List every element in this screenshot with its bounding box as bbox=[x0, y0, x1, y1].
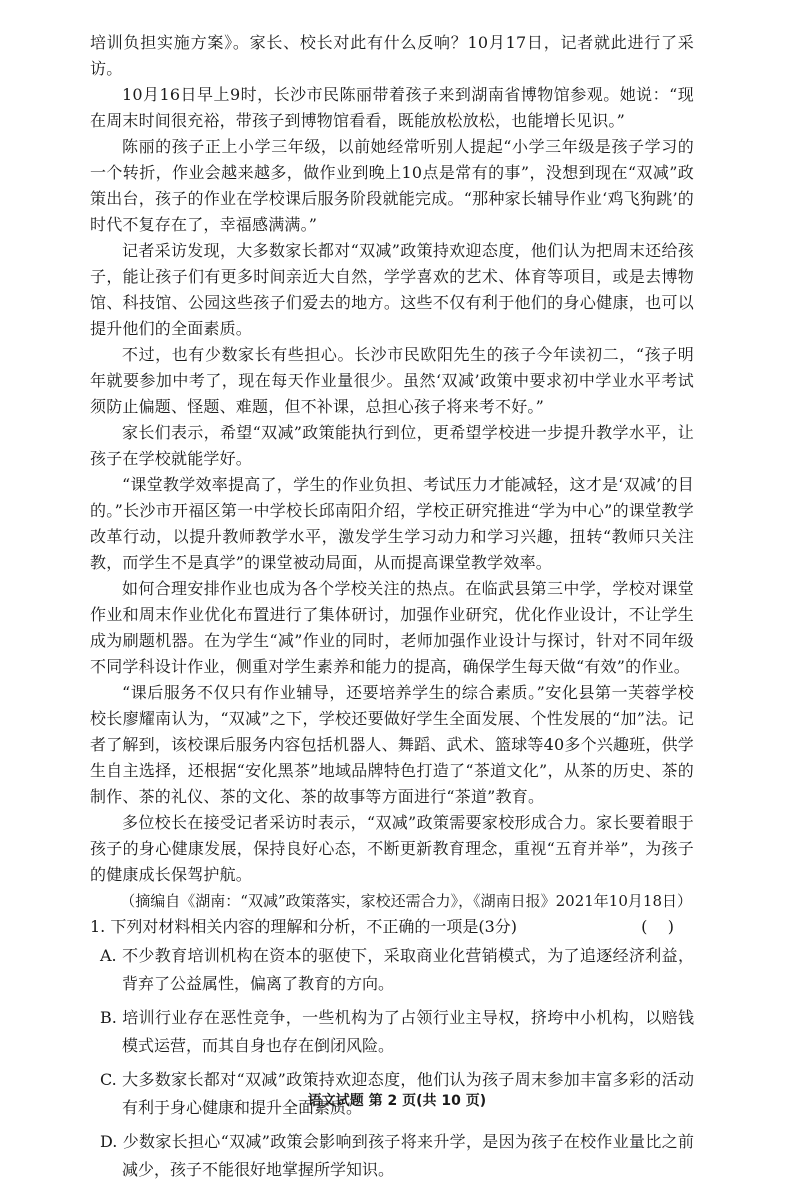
article-paragraph: “课后服务不仅只有作业辅导，还要培养学生的综合素质。”安化县第一芙蓉学校校长廖耀南认为，“双减”之下，学校还要做好学生全面发展、个性发展的“加”法。记者了解到，该校课后服务内容包括机器人、舞蹈、武术、篮球等40多个兴趣班，供学生自主选择，还根据“安化黑茶”地域品牌特色打造了“茶道文化”，从茶的历史、茶的制作、茶的礼仪、茶的文化、茶的故事等方面进行“茶道”教育。 bbox=[90, 683, 694, 806]
article-paragraph: 陈丽的孩子正上小学三年级，以前她经常听别人提起“小学三年级是孩子学习的一个转折，作业会越来越多，做作业到晚上10点是常有的事”，没想到现在“双减”政策出台，孩子的作业在学校课后服务阶段就能完成。“那种家长辅导作业‘鸡飞狗跳’的时代不复存在了，幸福感满满。” bbox=[90, 137, 694, 234]
article-body bbox=[90, 30, 694, 914]
question-stem-text: 1. 下列对材料相关内容的理解和分析，不正确的一项是(3分) bbox=[90, 917, 518, 936]
article-paragraph: 多位校长在接受记者采访时表示，“双减”政策需要家校形成合力。家长要着眼于孩子的身心健康发展，保持良好心态，不断更新教育理念，重视“五育并举”，为孩子的健康成长保驾护航。 bbox=[90, 813, 694, 884]
article-paragraph: 记者采访发现，大多数家长都对“双减”政策持欢迎态度，他们认为把周末还给孩子，能让孩子们有更多时间亲近大自然，学学喜欢的艺术、体育等项目，或是去博物馆、科技馆、公园这些孩子们爱去的地方。这些不仅有利于他们的身心健康，也可以提升他们的全面素质。 bbox=[90, 241, 694, 338]
article-paragraph: “课堂教学效率提高了，学生的作业负担、考试压力才能减轻，这才是‘双减’的目的。”长沙市开福区第一中学校长邱南阳介绍，学校正研究推进“学为中心”的课堂教学改革行动，以提升教师教学水平，激发学生学习动力和学习兴趣，扭转“教师只关注教，而学生不是真学”的课堂被动局面，从而提高课堂教学效率。 bbox=[90, 475, 694, 572]
article-paragraph: 培训负担实施方案》。家长、校长对此有什么反响？10月17日，记者就此进行了采访。 bbox=[90, 33, 694, 78]
option-d: D. 少数家长担心“双减”政策会影响到孩子将来升学，是因为孩子在校作业量比之前减少，孩子不能很好地掌握所学知识。 bbox=[100, 1132, 694, 1179]
page-footer: 语文试题 第 2 页(共 10 页) bbox=[307, 1093, 487, 1109]
article-paragraph: 10月16日早上9时，长沙市民陈丽带着孩子来到湖南省博物馆参观。她说：“现在周末时间很充裕，带孩子到博物馆看看，既能放松放松，也能增长见识。” bbox=[90, 85, 694, 130]
question-stem bbox=[90, 914, 694, 940]
source-citation: （摘编自《湖南：“双减”政策落实，家校还需合力》，《湖南日报》2021年10月18日） bbox=[120, 892, 692, 910]
question-1 bbox=[90, 914, 694, 1184]
answer-blank: ( ) bbox=[641, 917, 674, 936]
article-paragraph: 家长们表示，希望“双减”政策能执行到位，更希望学校进一步提升教学水平，让孩子在学校就能学好。 bbox=[90, 423, 694, 468]
article-paragraph: 如何合理安排作业也成为各个学校关注的热点。在临武县第三中学，学校对课堂作业和周末作业优化布置进行了集体研讨，加强作业研究，优化作业设计，不让学生成为刷题机器。在为学生“减”作业的同时，老师加强作业设计与探讨，针对不同年级不同学科设计作业，侧重对学生素养和能力的提高，确保学生每天做“有效”的作业。 bbox=[90, 579, 694, 676]
article-paragraph: 不过，也有少数家长有些担心。长沙市民欧阳先生的孩子今年读初二，“孩子明年就要参加中考了，现在每天作业量很少。虽然‘双减’政策中要求初中学业水平考试须防止偏题、怪题、难题，但不补课，总担心孩子将来考不好。” bbox=[90, 345, 694, 416]
option-b: B. 培训行业存在恶性竞争，一些机构为了占领行业主导权，挤垮中小机构，以赔钱模式运营，而其自身也存在倒闭风险。 bbox=[100, 1008, 694, 1055]
option-c: C. 大多数家长都对“双减”政策持欢迎态度，他们认为孩子周末参加丰富多彩的活动有利于身心健康和提升全面素质。 bbox=[100, 1070, 694, 1117]
option-a: A. 不少教育培训机构在资本的驱使下，采取商业化营销模式，为了追逐经济利益，背弃了公益属性，偏离了教育的方向。 bbox=[100, 946, 694, 993]
